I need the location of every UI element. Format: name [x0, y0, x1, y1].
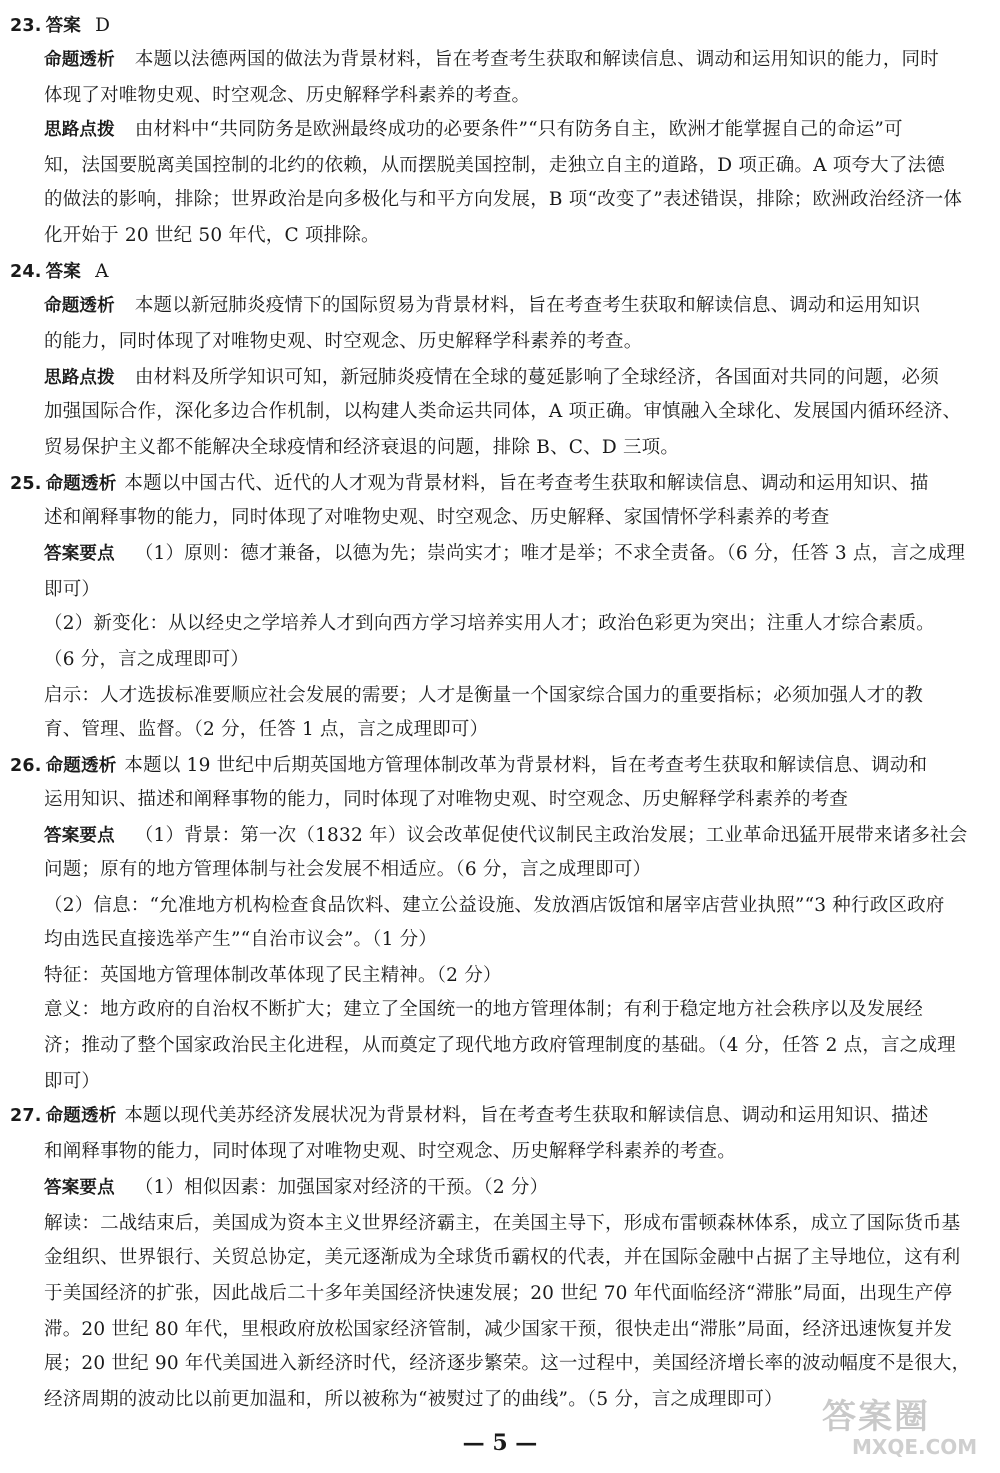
text-line	[44, 542, 984, 566]
line-text: 经济周期的波动比以前更加温和，所以被称为“被熨过了的曲线”。（5 分，言之成理即可）	[44, 1389, 783, 1410]
text-line	[10, 1104, 984, 1128]
line-text: 均由选民直接选举产生”“自治市议会”。（1 分）	[44, 929, 438, 950]
page-number: — 5 —	[462, 1430, 538, 1456]
section-heading: 答案	[45, 262, 82, 282]
line-text: 由材料及所学知识可知，新冠肺炎疫情在全球的蔓延影响了全球经济，各国面对共同的问题，必须	[134, 367, 939, 388]
text-line	[44, 1034, 984, 1058]
text-line	[44, 788, 984, 812]
line-text: （2）新变化：从以经史之学培养人才到向西方学习培养实用人才；政治色彩更为突出；注重人才综合素质。	[44, 613, 935, 634]
line-text: 启示：人才选拔标准要顺应社会发展的需要；人才是衡量一个国家综合国力的重要指标；必须加强人才的教	[44, 685, 923, 706]
section-heading: 思路点拨	[44, 120, 115, 140]
line-text: （6 分，言之成理即可）	[44, 649, 250, 670]
text-line	[44, 84, 984, 108]
text-line	[44, 294, 984, 318]
line-text: 特征：英国地方管理体制改革体现了民主精神。（2 分）	[44, 965, 502, 986]
line-text: 体现了对唯物史观、时空观念、历史解释学科素养的考查。	[44, 85, 531, 106]
line-text: 意义：地方政府的自治权不断扩大；建立了全国统一的地方管理体制；有利于稳定地方社会秩序以及发展经	[44, 999, 923, 1020]
text-line	[44, 1070, 984, 1094]
text-line	[44, 188, 984, 212]
line-text: 本题以法德两国的做法为背景材料，旨在考查考生获取和解读信息、调动和运用知识的能力，同时	[134, 49, 939, 70]
line-text: A	[89, 261, 109, 282]
text-line	[10, 14, 984, 38]
line-text: 济；推动了整个国家政治民主化进程，从而奠定了现代地方政府管理制度的基础。（4 分，任答 2 点，言之成理	[44, 1035, 956, 1056]
section-heading: 答案要点	[44, 544, 115, 564]
line-text: 问题；原有的地方管理体制与社会发展不相适应。（6 分，言之成理即可）	[44, 859, 652, 880]
text-line	[44, 648, 984, 672]
section-heading: 命题透析	[45, 756, 117, 776]
section-heading: 命题透析	[45, 474, 117, 494]
line-text: 由材料中“共同防务是欧洲最终成功的必要条件”“只有防务自主，欧洲才能掌握自己的命运”可	[134, 119, 903, 140]
text-line	[44, 612, 984, 636]
line-text: （1）背景：第一次（1832 年）议会改革促使代议制民主政治发展；工业革命迅猛开展带来诸多社会	[134, 825, 968, 846]
text-line	[44, 118, 984, 142]
line-text: 述和阐释事物的能力，同时体现了对唯物史观、时空观念、历史解释、家国情怀学科素养的考查	[44, 507, 830, 528]
line-text: 的做法的影响，排除；世界政治是向多极化与和平方向发展，B 项“改变了”表述错误，排除；欧洲政治经济一体	[44, 189, 963, 210]
line-text: 知，法国要脱离美国控制的北约的依赖，从而摆脱美国控制，走独立自主的道路，D 项正确。A 项夸大了法德	[44, 155, 945, 176]
line-text: 展；20 世纪 90 年代美国进入新经济时代，经济逐步繁荣。这一过程中，美国经济增长率的波动幅度不是很大，	[44, 1353, 971, 1374]
text-line	[44, 366, 984, 390]
section-heading: 命题透析	[44, 296, 115, 316]
watermark-text: 答案圈	[822, 1397, 930, 1437]
line-text: 即可）	[44, 579, 101, 600]
text-line	[44, 330, 984, 354]
line-text: 本题以中国古代、近代的人才观为背景材料，旨在考查考生获取和解读信息、调动和运用知识、描	[124, 473, 929, 494]
line-text: D	[89, 15, 111, 36]
line-text: 育、管理、监督。（2 分，任答 1 点，言之成理即可）	[44, 719, 489, 740]
line-text: 运用知识、描述和阐释事物的能力，同时体现了对唯物史观、时空观念、历史解释学科素养的考查	[44, 789, 849, 810]
text-line	[10, 260, 984, 284]
line-text: 贸易保护主义都不能解决全球疫情和经济衰退的问题，排除 B、C、D 三项。	[44, 437, 680, 458]
text-line	[44, 400, 984, 424]
text-line	[10, 754, 984, 778]
text-line	[44, 928, 984, 952]
text-line	[44, 224, 984, 248]
section-heading: 思路点拨	[44, 368, 115, 388]
text-line	[44, 154, 984, 178]
line-text: 金组织、世界银行、关贸总协定，美元逐渐成为全球货币霸权的代表，并在国际金融中占据了主导地位，这有利	[44, 1247, 961, 1268]
text-line	[44, 998, 984, 1022]
line-text: （1）相似因素：加强国家对经济的干预。（2 分）	[134, 1177, 549, 1198]
line-text: 于美国经济的扩张，因此战后二十多年美国经济快速发展；20 世纪 70 年代面临经济“滞胀”局面，出现生产停	[44, 1283, 953, 1304]
section-heading: 答案要点	[44, 1178, 115, 1198]
question-number: 25.	[10, 474, 42, 494]
line-text: （2）信息：“允准地方机构检查食品饮料、建立公益设施、发放酒店饭馆和屠宰店营业执照”“3 种行政区政府	[44, 895, 945, 916]
question-number: 27.	[10, 1106, 42, 1126]
text-line	[44, 1246, 984, 1270]
text-line	[44, 1318, 984, 1342]
line-text: 化开始于 20 世纪 50 年代，C 项排除。	[44, 225, 380, 246]
text-line	[44, 1212, 984, 1236]
question-number: 24.	[10, 262, 42, 282]
line-text: 滞。20 世纪 80 年代，里根政府放松国家经济管制，减少国家干预，很快走出“滞胀”局面，经济迅速恢复并发	[44, 1319, 953, 1340]
text-line	[44, 1140, 984, 1164]
text-line	[44, 718, 984, 742]
line-text: 和阐释事物的能力，同时体现了对唯物史观、时空观念、历史解释学科素养的考查。	[44, 1141, 736, 1162]
line-text: 本题以现代美苏经济发展状况为背景材料，旨在考查考生获取和解读信息、调动和运用知识、描述	[124, 1105, 929, 1126]
text-line	[44, 684, 984, 708]
line-text: 解读：二战结束后，美国成为资本主义世界经济霸主，在美国主导下，形成布雷顿森林体系，成立了国际货币基	[44, 1213, 961, 1234]
text-line	[44, 964, 984, 988]
text-line	[44, 506, 984, 530]
question-number: 26.	[10, 756, 42, 776]
section-heading: 答案	[45, 16, 82, 36]
line-text: 即可）	[44, 1071, 101, 1092]
text-line	[44, 578, 984, 602]
watermark-logo	[782, 1385, 982, 1465]
text-line	[44, 1352, 984, 1376]
text-line	[44, 48, 984, 72]
text-line	[44, 824, 984, 848]
watermark-url: MXQE.COM	[852, 1435, 978, 1459]
text-line	[44, 858, 984, 882]
text-line	[44, 894, 984, 918]
text-line	[44, 436, 984, 460]
text-line	[44, 1176, 984, 1200]
section-heading: 命题透析	[44, 50, 115, 70]
line-text: 加强国际合作，深化多边合作机制，以构建人类命运共同体，A 项正确。审慎融入全球化、发展国内循环经济、	[44, 401, 962, 422]
text-line	[44, 1282, 984, 1306]
line-text: 本题以新冠肺炎疫情下的国际贸易为背景材料，旨在考查考生获取和解读信息、调动和运用知识	[134, 295, 921, 316]
line-text: 的能力，同时体现了对唯物史观、时空观念、历史解释学科素养的考查。	[44, 331, 643, 352]
line-text: 本题以 19 世纪中后期英国地方管理体制改革为背景材料，旨在考查考生获取和解读信息、调动和	[124, 755, 928, 776]
line-text: （1）原则：德才兼备，以德为先；崇尚实才；唯才是举；不求全责备。（6 分，任答 3 点，言之成理	[134, 543, 966, 564]
text-line	[10, 472, 984, 496]
section-heading: 答案要点	[44, 826, 115, 846]
section-heading: 命题透析	[45, 1106, 117, 1126]
question-number: 23.	[10, 16, 42, 36]
